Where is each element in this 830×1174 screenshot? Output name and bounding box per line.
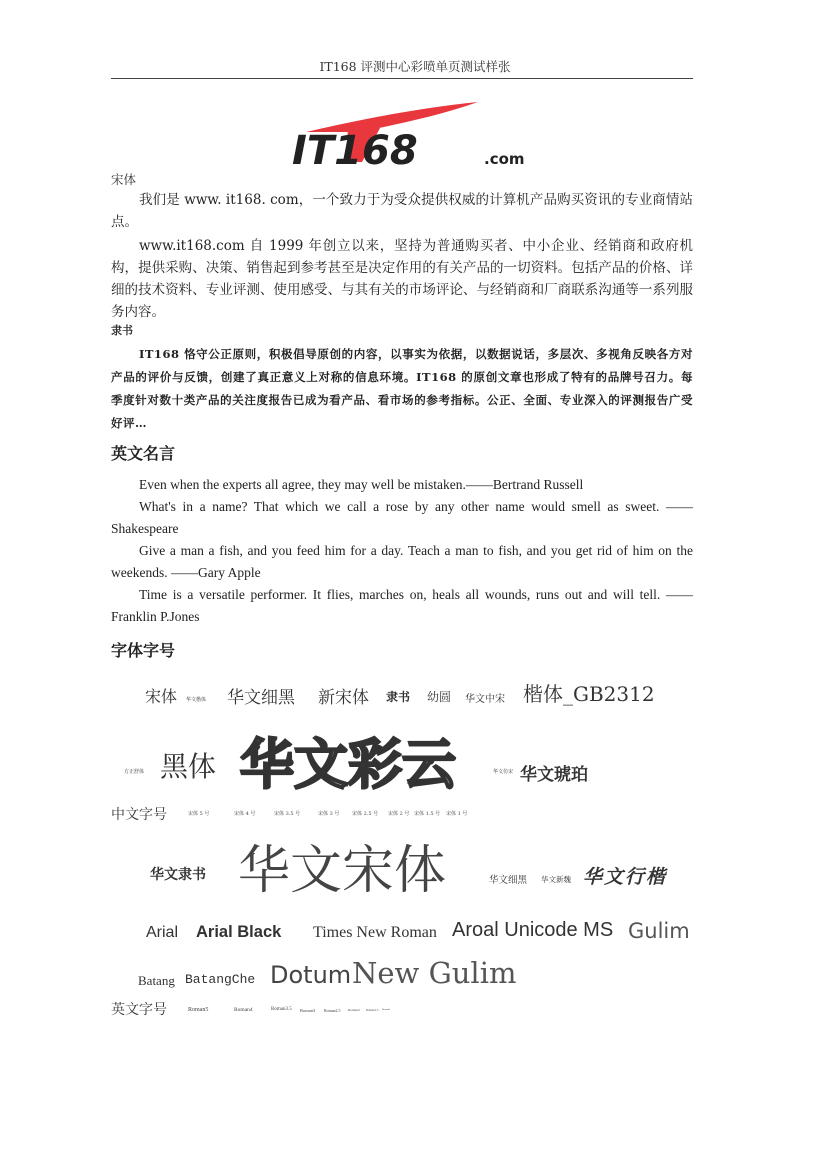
font-sample-huawen-hupo: 华文琥珀 (520, 765, 588, 785)
songti-paragraph-1: 我们是 www. it168. com，一个致力于为受众提供权威的计算机产品购买资讯的专业商情站点。 (111, 192, 693, 230)
en-size-label: 英文字号 (111, 1002, 167, 1018)
font-sample-aroal-unicode-ms: Aroal Unicode MS (452, 919, 614, 941)
font-sample-huawen-songti: 华文宋体 (238, 841, 447, 901)
songti-paragraph-2: www.it168.com 自 1999 年创立以来，坚持为普通购买者、中小企业、经销商和政府机构，提供采购、决策、销售起到参考甚至是决定作用的有关产品的一切资料。包括产品的价格、详细的技术资料、专业评测、使用感受、与其有关的市场评论、与经销商和厂商联系沟通等一系列服务内容。 (111, 238, 693, 320)
font-sample-xin-songti: 新宋体 (318, 688, 369, 708)
en-size-sample: Roman1 (382, 1008, 391, 1011)
font-sample-huawen-xinwei: 华文新魏 (541, 875, 571, 884)
cn-size-label: 中文字号 (111, 807, 167, 823)
font-sample-heiti: 黑体 (160, 750, 217, 783)
cn-size-sample: 宋体 2.5 号 (352, 811, 379, 817)
header-rule (111, 78, 693, 79)
en-size-sample: Roman3.5 (271, 1007, 292, 1012)
font-sample-arial-black: Arial Black (196, 923, 282, 941)
it168-logo (288, 98, 528, 174)
font-sample-huawen-lishu: 华文隶书 (150, 867, 206, 883)
en-size-sample: Roman4 (234, 1007, 253, 1013)
quote-3: Give a man a fish, and you feed him for a day. Teach a man to fish, and you get rid of him on the weekends. ——Gary Apple (111, 543, 693, 580)
en-size-sample: Roman1.5 (366, 1008, 379, 1012)
font-sample-times-new-roman: Times New Roman (313, 924, 437, 941)
font-sample-batang: Batang (138, 973, 175, 988)
font-sample-huawen-kaiti: 华文楷体 (186, 697, 207, 703)
quotes-heading: 英文名言 (111, 444, 176, 463)
cn-size-sample: 宋体 2 号 (388, 811, 410, 817)
cn-size-sample: 宋体 1 号 (446, 811, 468, 817)
font-sample-dotum: Dotum (270, 961, 352, 989)
page-header-title: IT168 评测中心彩喷单页测试样张 (319, 59, 511, 74)
songti-label: 宋体 (111, 172, 137, 187)
lishu-paragraph: IT168 恪守公正原则，积极倡导原创的内容，以事实为依据，以数据说话，多层次、多视角反映各方对产品的评价与反馈，创建了真正意义上对称的信息环境。IT168 的原创文章也形成了特有的品牌号召力。每季度针对数十类产品的关注度报告已成为看产品、看市场的参考指标。公正、全面、专业深入的评测报告广受好评… (111, 347, 693, 430)
font-sample-huawen-zhongsong: 华文中宋 (465, 694, 505, 705)
cn-size-sample: 宋体 5 号 (188, 811, 210, 817)
font-sample-huawen-caiyun: 华文彩云 (240, 733, 456, 796)
font-sample-huawen-xihei-small: 华文细黑 (489, 875, 528, 886)
font-sample-huawen-fangsong: 华文仿宋 (493, 769, 514, 775)
font-sample-arial: Arial (146, 924, 179, 941)
lishu-label: 隶书 (111, 324, 133, 337)
en-size-sample: Roman2.5 (324, 1008, 341, 1013)
font-sample-huawen-xihei: 华文细黑 (227, 688, 295, 708)
quote-4: Time is a versatile performer. It flies, marches on, heals all wounds, runs out and will tell. ——Franklin P.Jones (111, 587, 693, 624)
quote-2: What's in a name? That which we call a rose by any other name would smell as sweet. ——Shakespeare (111, 499, 693, 536)
en-size-sample: Roman5 (188, 1007, 209, 1013)
cn-size-sample: 宋体 4 号 (234, 811, 256, 817)
font-sample-songti: 宋体 (145, 687, 178, 706)
en-size-sample: Roman3 (300, 1008, 316, 1013)
en-size-sample: Roman2 (348, 1008, 360, 1012)
font-sample-huawen-xingkai: 华文行楷 (583, 866, 668, 888)
logo-suffix: .com (484, 150, 525, 168)
font-sample-fangzheng-shuti: 方正舒体 (124, 769, 145, 775)
cn-size-sample: 宋体 1.5 号 (414, 811, 441, 817)
cn-size-sample: 宋体 3 号 (318, 811, 340, 817)
cn-size-sample: 宋体 3.5 号 (274, 811, 301, 817)
font-sample-lishu: 隶书 (386, 690, 411, 704)
quote-1: Even when the experts all agree, they may well be mistaken.——Bertrand Russell (139, 477, 584, 492)
font-sample-batangche: BatangChe (185, 972, 256, 987)
font-sample-new-gulim: New Gulim (352, 956, 517, 990)
logo-main-text: IT168 (292, 128, 418, 174)
fonts-heading: 字体字号 (111, 641, 176, 660)
font-sample-youyuan: 幼圆 (427, 690, 452, 704)
font-sample-kaiti-gb2312: 楷体_GB2312 (523, 682, 655, 706)
font-sample-gulim: Gulim (628, 919, 690, 943)
